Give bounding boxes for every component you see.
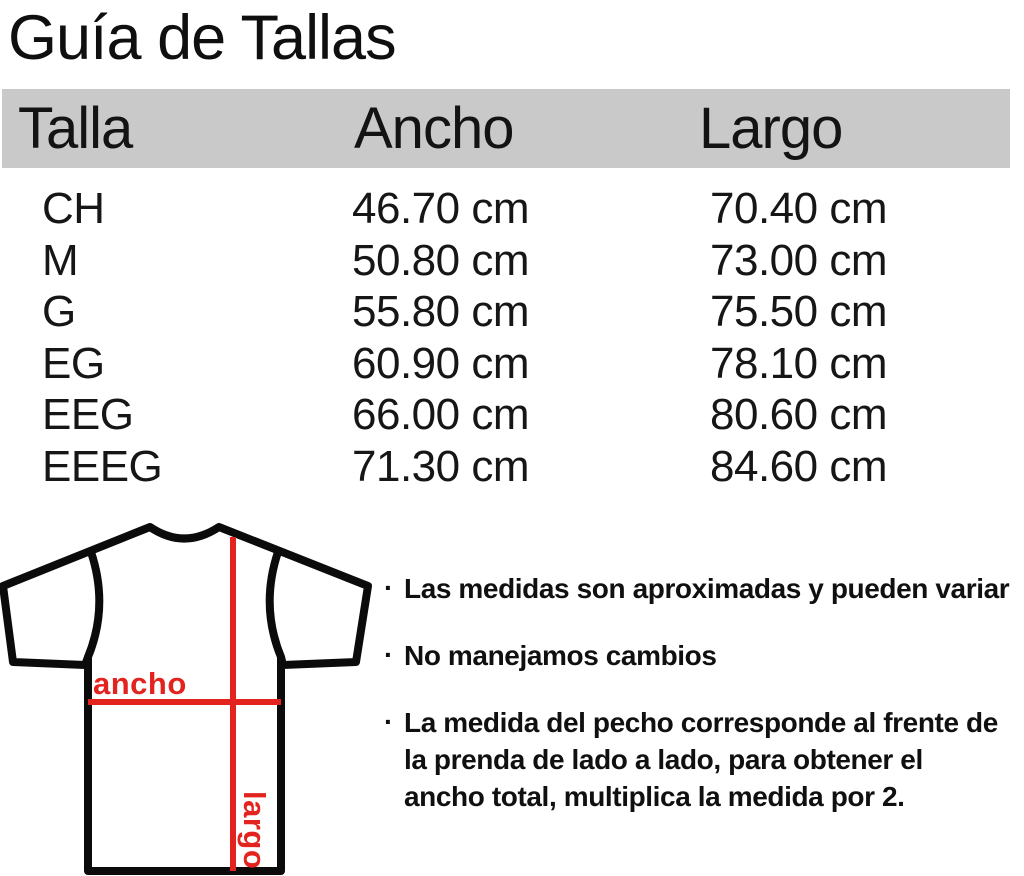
width-label: ancho (93, 666, 187, 701)
table-row (0, 389, 1024, 441)
width-value: 60.90 cm (352, 338, 529, 388)
size-label: G (42, 287, 76, 336)
table-row (0, 441, 1024, 493)
note-text-line: ancho total, multiplica la medida por 2. (404, 781, 905, 812)
note-text: No manejamos cambios (404, 640, 717, 671)
tshirt-diagram (0, 510, 385, 876)
width-value: 71.30 cm (352, 441, 529, 491)
size-label: EEEG (42, 441, 163, 491)
notes-list (380, 570, 1024, 845)
size-label: EG (42, 338, 105, 388)
note-text-line: · La medida del pecho corresponde al frente de (404, 707, 998, 738)
table-row (0, 235, 1024, 287)
note-no-exchanges (380, 637, 1024, 674)
table-row (0, 286, 1024, 338)
column-header-largo: Largo (699, 96, 843, 161)
width-value: 66.00 cm (352, 390, 529, 439)
length-value: 84.60 cm (710, 441, 887, 491)
size-table (0, 183, 1024, 492)
length-value: 73.00 cm (710, 235, 887, 285)
note-measures-approximate (380, 570, 1024, 607)
table-header-band (2, 89, 1010, 168)
length-value: 70.40 cm (710, 184, 887, 233)
length-value: 80.60 cm (710, 390, 887, 439)
column-header-ancho: Ancho (354, 96, 514, 161)
page-title: Guía de Tallas (8, 3, 396, 73)
width-value: 50.80 cm (352, 235, 529, 285)
length-value: 75.50 cm (710, 287, 887, 336)
note-text: Las medidas son aproximadas y pueden variar (404, 573, 1010, 604)
length-label: largo (237, 791, 272, 870)
size-label: CH (42, 184, 105, 233)
note-text-line: la prenda de lado a lado, para obtener el (404, 744, 923, 775)
note-chest-measure (380, 704, 1024, 815)
size-label: M (42, 235, 79, 285)
size-label: EEG (42, 390, 134, 439)
width-value: 46.70 cm (352, 184, 529, 233)
column-header-talla: Talla (18, 96, 133, 161)
width-value: 55.80 cm (352, 287, 529, 336)
length-value: 78.10 cm (710, 338, 887, 388)
table-row (0, 183, 1024, 235)
table-row (0, 338, 1024, 390)
